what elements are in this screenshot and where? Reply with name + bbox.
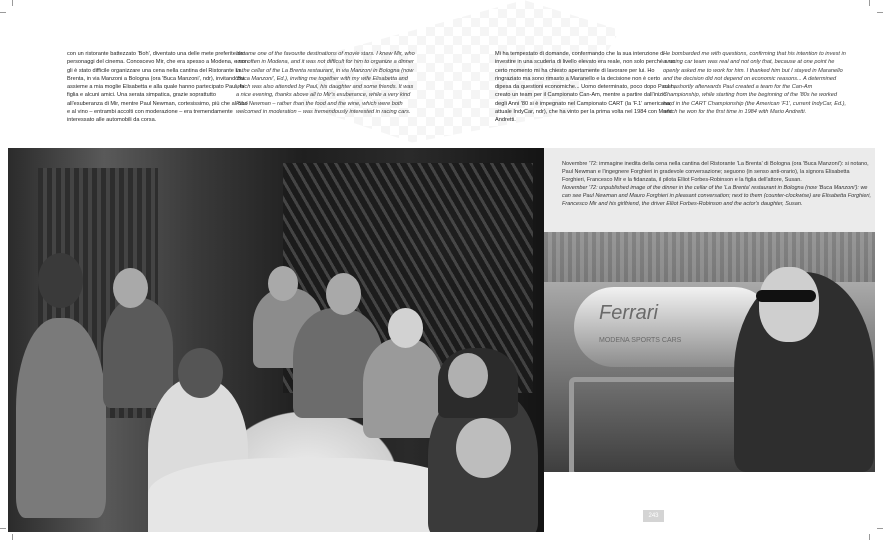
person-head — [456, 418, 511, 478]
person-figure — [103, 298, 173, 408]
person-head — [268, 266, 298, 301]
crop-mark — [12, 534, 13, 540]
caption-italian: Novembre '72: immagine inedita della cena nella cantina del Ristorante 'La Brenta' di Bologna (ora 'Buca Manzoni'): si notano, Paul Newman e l'ingegnere Forghieri in gradevole conversazione; seguono (in senso anti-orario), la signora Elisabetta Forghieri, Francesco Mir e la fidanzata, il pilota Elliot Forbes-Robinson e la figlia dell'attore, Susan. — [562, 161, 869, 183]
table-cloth — [148, 458, 468, 532]
tank-lettering: Ferrari MODENA SPORTS CARS — [599, 302, 682, 344]
photo-caption — [562, 160, 872, 208]
sunglasses-shape — [756, 290, 816, 302]
crop-mark — [869, 0, 870, 6]
person-head — [113, 268, 148, 308]
dinner-photo — [8, 148, 544, 532]
crop-mark — [877, 12, 883, 13]
man-face — [759, 267, 819, 342]
crop-mark — [0, 12, 6, 13]
roof-shape — [544, 232, 875, 282]
text-column-italian-right: Mi ha tempestato di domande, confermando che la sua intenzione di investire in una scuderia di livello elevato era reale, non solo perché a un certo momento mi ha chiesto apertamente di lavorare per lui. Ho ringraziato ma sono rimasto a Maranello e la decisione non è certo dipesa da questioni economiche... Uomo determinato, poco dopo Paul ha creato un team per il Campionato Can-Am, mentre a partire dall'inizio degli Anni '80 si è impegnato nel Campionato CART (la 'F.1' americana, attuale IndyCar, ndr), che ha vinto per la prima volta nel 1984 con Mario Andretti. — [495, 51, 677, 124]
crop-mark — [869, 534, 870, 540]
person-head — [448, 353, 488, 398]
tank-sub-lettering: MODENA SPORTS CARS — [599, 337, 682, 344]
person-head — [388, 308, 423, 348]
person-head — [178, 348, 223, 398]
caption-english: November '72: unpublished image of the dinner in the cellar of the 'La Brenta' restaurant in Bologna (now 'Buca Manzoni'): we can see Paul Newman and Mauro Forghieri in pleasant conversation; next to them (counter-clockwise) are Elisabetta Forghieri, Francesco Mir and his girlfriend, the driver Elliot Forbes-Robinson and the actor's daughter, Susan. — [562, 185, 871, 207]
crop-mark — [877, 528, 883, 529]
person-head — [38, 253, 83, 308]
crop-mark — [12, 0, 13, 6]
portrait-photo — [544, 232, 875, 472]
text-column-english-left: became one of the favourite destinations of movie stars. I knew Mir, who was often in Modena, and it was not difficult for him to organize a dinner in the cellar of the La Brenta restaurant, in via Manzoni in Bologna (now 'Buca Manzoni', Ed.), inviting me together with my wife Elisabetta and which was also attended by Paul, his daughter and some friends. It was a nice evening, thanks above all to Mir's exuberance, while a very kind Paul Newman – rather than the food and the wine, which were both welcomed in moderation – was tremendously interested in racing cars. — [236, 51, 415, 116]
crop-mark — [0, 528, 6, 529]
page-number: 243 — [648, 513, 659, 519]
text-column-english-right: He bombarded me with questions, confirming that his intention to invest in a racing car team was real and not only that, because at one point he openly asked me to work for him. I thanked him but I stayed in Maranello and the decision did not depend on economic reasons... A determined man, shortly afterwards Paul created a team for the Can-Am Championship, while starting from the beginning of the '80s he worked hard in the CART Championship (the American 'F1', current IndyCar, Ed.), which he won for the first time in 1984 with Mario Andretti. — [663, 51, 847, 116]
person-figure — [16, 318, 106, 518]
person-figure — [363, 338, 443, 438]
text-column-italian-left: con un ristorante battezzato 'Boh', diventato una delle mete preferite dei personaggi del cinema. Conoscevo Mir, che era spesso a Modena, e non gli è stato difficile organizzare una cena nella cantina del Ristorante La Brenta, in via Manzoni a Bologna (ora 'Buca Manzoni', ndr), invitandomi assieme a mia moglie Elisabetta e alla quale hanno partecipato Paul, la figlia e alcuni amici. Una serata simpatica, grazie soprattutto all'esuberanza di Mir, mentre Paul Newman, cortesissimo, più che al cibo e al vino – entrambi accolti con moderazione – era tremendamente interessato alle automobili da corsa. — [67, 51, 248, 124]
person-head — [326, 273, 361, 315]
